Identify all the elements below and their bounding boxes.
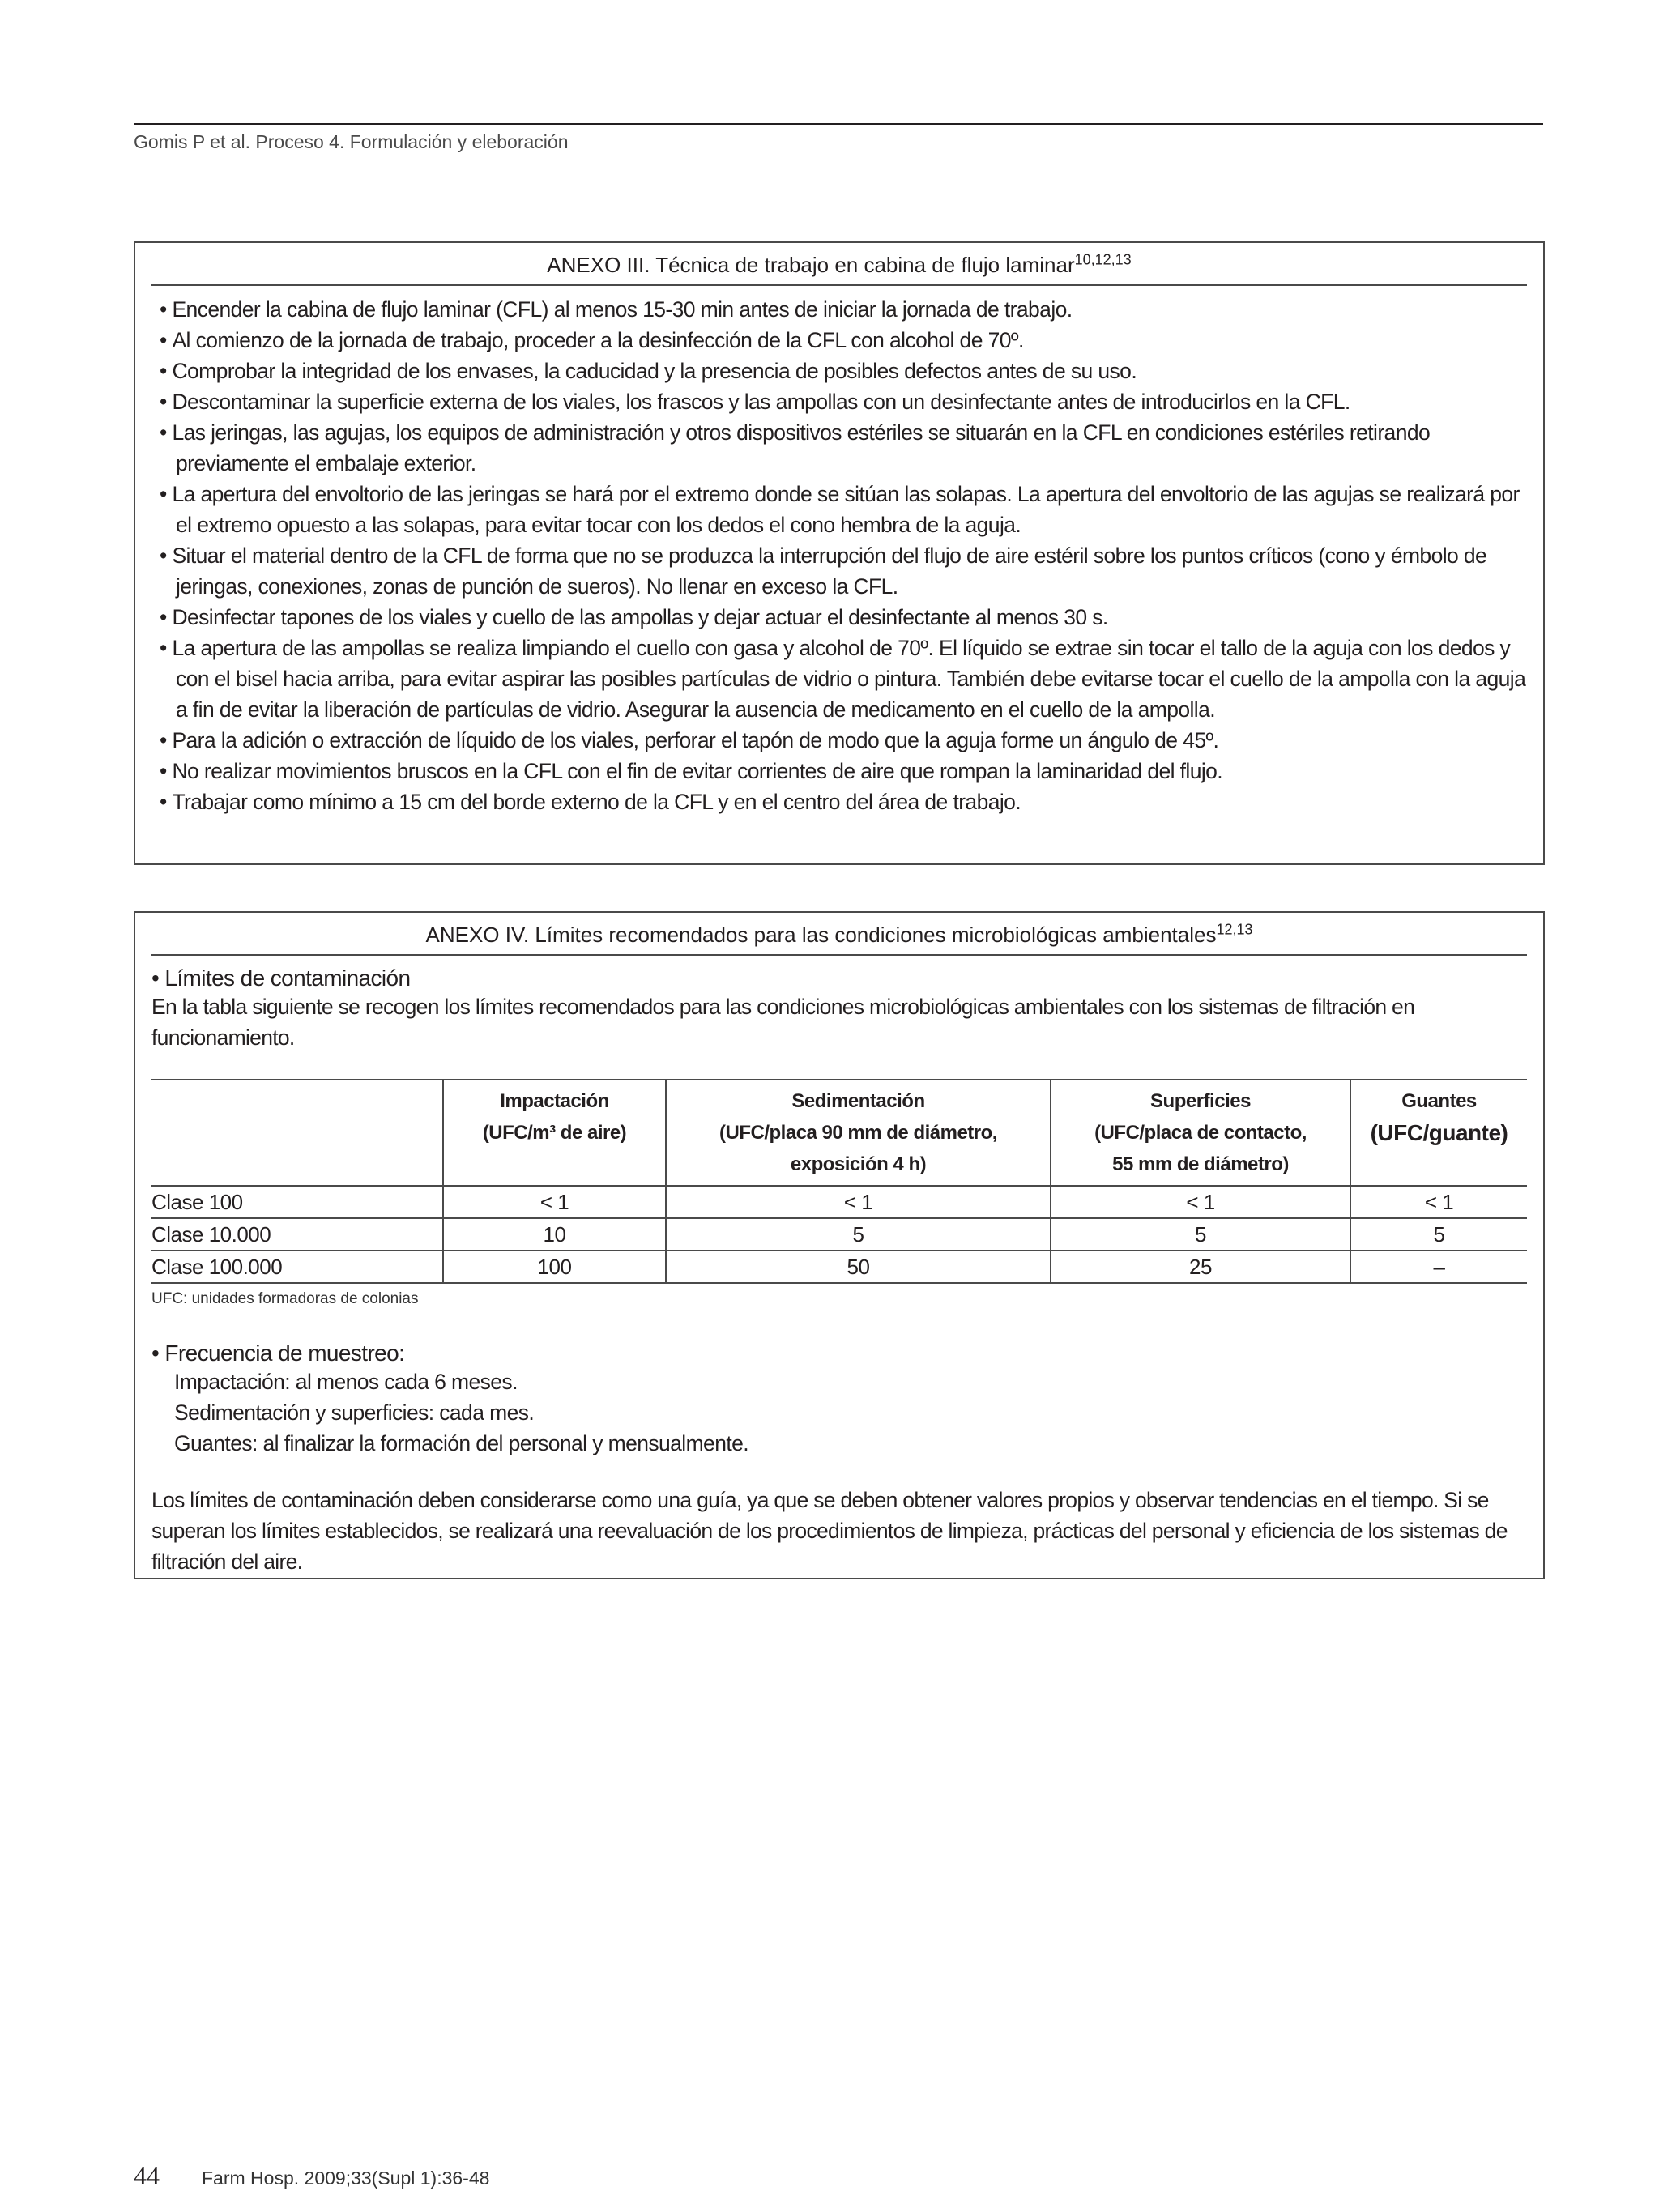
running-head: Gomis P et al. Proceso 4. Formulación y eleboración: [134, 123, 1543, 153]
frequency-line: Sedimentación y superficies: cada mes.: [174, 1400, 535, 1425]
annex-3-box: [134, 241, 1545, 865]
table-cell: 100: [443, 1251, 666, 1283]
page-footer: [134, 2161, 489, 2191]
table-header-impactacion: Impactación (UFC/m³ de aire): [443, 1080, 666, 1186]
row-label: Clase 100: [151, 1186, 443, 1218]
row-label: Clase 10.000: [151, 1218, 443, 1251]
table-cell: 25: [1051, 1251, 1350, 1283]
table-cell: < 1: [443, 1186, 666, 1218]
list-item: • Para la adición o extracción de líquido de los viales, perforar el tapón de modo que la aguja forme un ángulo de 45º.: [151, 725, 1527, 756]
table-cell: < 1: [1350, 1186, 1527, 1218]
frequency-list: [151, 1366, 1527, 1459]
journal-citation: Farm Hosp. 2009;33(Supl 1):36-48: [202, 2167, 490, 2189]
table-cell: < 1: [666, 1186, 1051, 1218]
annex-4-refs: 12,13: [1216, 921, 1253, 938]
table-cell: 50: [666, 1251, 1051, 1283]
list-item: • La apertura de las ampollas se realiza limpiando el cuello con gasa y alcohol de 70º. El líquido se extrae sin tocar el tallo de la aguja con los dedos y con el bisel hacia arriba, para evitar aspirar las posibles partículas de vidrio o pintura. También debe evitarse tocar el cuello de la ampolla con la aguja a fin de evitar la liberación de partículas de vidrio. Asegurar la ausencia de medicamento en el cuello de la ampolla.: [151, 633, 1527, 725]
list-item: • Comprobar la integridad de los envases, la caducidad y la presencia de posibles defectos antes de su uso.: [151, 356, 1527, 386]
frequency-line: Guantes: al finalizar la formación del personal y mensualmente.: [174, 1431, 749, 1455]
table-header-sedimentacion: Sedimentación (UFC/placa 90 mm de diámetro, exposición 4 h): [666, 1080, 1051, 1186]
table-header-row: [151, 1080, 1527, 1186]
list-item: • Las jeringas, las agujas, los equipos de administración y otros dispositivos estériles se situarán en la CFL en condiciones estériles retirando previamente el embalaje exterior.: [151, 417, 1527, 479]
annex-3-list: [151, 294, 1527, 817]
list-item: • Situar el material dentro de la CFL de forma que no se produzca la interrupción del flujo de aire estéril sobre los puntos críticos (cono y émbolo de jeringas, conexiones, zonas de punción de sueros). No llenar en exceso la CFL.: [151, 540, 1527, 602]
table-row: [151, 1218, 1527, 1251]
table-header-empty: [151, 1080, 443, 1186]
table-footnote: UFC: unidades formadoras de colonias: [151, 1290, 419, 1307]
annex-3-title: ANEXO III. Técnica de trabajo en cabina de flujo laminar$^{10,12,13}$: [151, 243, 1527, 286]
row-label: Clase 100.000: [151, 1251, 443, 1283]
annex-3-refs: 10,12,13: [1074, 251, 1132, 268]
list-item: • Encender la cabina de flujo laminar (CFL) al menos 15-30 min antes de iniciar la jornada de trabajo.: [151, 294, 1527, 325]
table-cell: –: [1350, 1251, 1527, 1283]
list-item: • Al comienzo de la jornada de trabajo, proceder a la desinfección de la CFL con alcohol de 70º.: [151, 325, 1527, 356]
table-cell: 5: [1051, 1218, 1350, 1251]
annex-4-title: ANEXO IV. Límites recomendados para las condiciones microbiológicas ambientales$^{12,13}$: [151, 913, 1527, 956]
limits-heading: • Límites de contaminación: [151, 965, 1527, 991]
table-cell: 5: [1350, 1218, 1527, 1251]
frequency-line: Impactación: al menos cada 6 meses.: [174, 1370, 518, 1394]
table-cell: < 1: [1051, 1186, 1350, 1218]
annex-4-box: [134, 911, 1545, 1579]
list-item: • Desinfectar tapones de los viales y cuello de las ampollas y dejar actuar el desinfectante al menos 30 s.: [151, 602, 1527, 633]
limits-intro: En la tabla siguiente se recogen los límites recomendados para las condiciones microbiológicas ambientales con los sistemas de filtración en funcionamiento.: [151, 995, 1415, 1050]
list-item: • Descontaminar la superficie externa de los viales, los frascos y las ampollas con un desinfectante antes de introducirlos en la CFL.: [151, 386, 1527, 417]
table-row: [151, 1186, 1527, 1218]
table-header-guantes: Guantes (UFC/guante): [1350, 1080, 1527, 1186]
table-cell: 5: [666, 1218, 1051, 1251]
table-row: [151, 1251, 1527, 1283]
table-cell: 10: [443, 1218, 666, 1251]
list-item: • La apertura del envoltorio de las jeringas se hará por el extremo donde se sitúan las solapas. La apertura del envoltorio de las agujas se realizará por el extremo opuesto a las solapas, para evitar tocar con los dedos el cono hembra de la aguja.: [151, 479, 1527, 540]
closing-paragraph: Los límites de contaminación deben considerarse como una guía, ya que se deben obtener valores propios y observar tendencias en el tiempo. Si se superan los límites establecidos, se realizará una reevaluación de los procedimientos de limpieza, prácticas del personal y eficiencia de los sistemas de filtración del aire.: [151, 1488, 1508, 1574]
limits-table: [151, 1079, 1527, 1284]
list-item: • No realizar movimientos bruscos en la CFL con el fin de evitar corrientes de aire que rompan la laminaridad del flujo.: [151, 756, 1527, 786]
page-number: 44: [134, 2161, 160, 2190]
frequency-heading: • Frecuencia de muestreo:: [151, 1340, 1527, 1366]
table-header-superficies: Superficies (UFC/placa de contacto, 55 mm de diámetro): [1051, 1080, 1350, 1186]
list-item: • Trabajar como mínimo a 15 cm del borde externo de la CFL y en el centro del área de trabajo.: [151, 786, 1527, 817]
